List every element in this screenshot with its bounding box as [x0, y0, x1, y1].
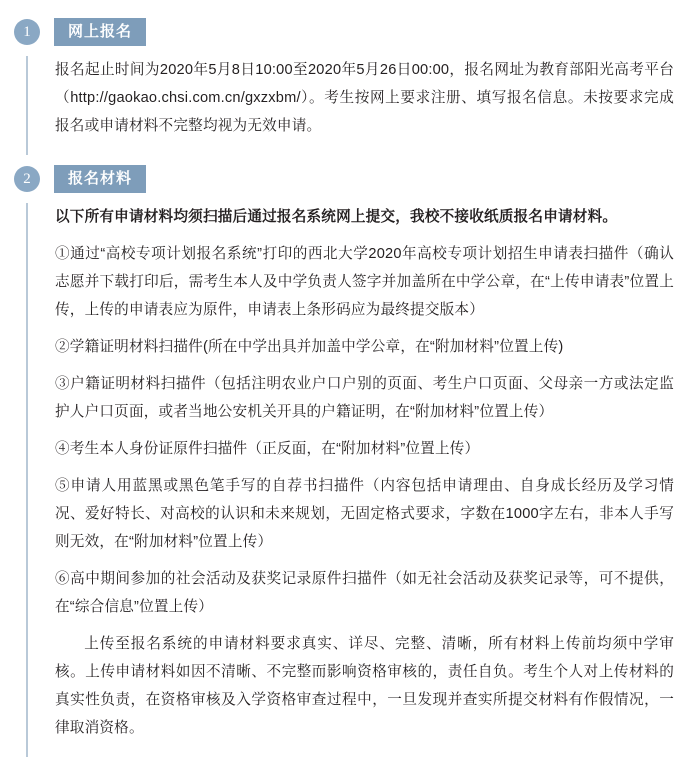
section-spacer — [14, 155, 674, 161]
section-1-header — [14, 16, 674, 48]
paragraph-closing-note: 上传至报名系统的申请材料要求真实、详尽、完整、清晰，所有材料上传前均须中学审核。上传申请材料如因不清晰、不完整而影响资格审核的，责任自负。考生个人对上传材料的真实性负责，在资格审核及入学资格审查过程中，一旦发现并查实所提交材料有作假情况，一律取消资格。 — [55, 636, 674, 736]
section-online-registration — [14, 16, 674, 155]
section-application-materials — [14, 163, 674, 757]
section-2-header — [14, 163, 674, 195]
section-2-body — [26, 203, 674, 757]
paragraph: 报名起止时间为2020年5月8日10:00至2020年5月26日00:00，报名网址为教育部阳光高考平台（http://gaokao.chsi.com.cn/gxzxbm/）。考生按网上要求注册、填写报名信息。未按要求完成报名或申请材料不完整均视为无效申请。 — [55, 62, 674, 134]
paragraph-notice-bold: 以下所有申请材料均须扫描后通过报名系统网上提交，我校不接收纸质报名申请材料。 — [55, 209, 618, 225]
paragraph-item-3: ③户籍证明材料扫描件（包括注明农业户口户别的页面、考生户口页面、父母亲一方或法定监护人户口页面，或者当地公安机关开具的户籍证明，在“附加材料”位置上传） — [55, 376, 674, 420]
paragraph-item-6: ⑥高中期间参加的社会活动及获奖记录原件扫描件（如无社会活动及获奖记录等，可不提供，在“综合信息”位置上传） — [55, 571, 674, 615]
section-2-number-badge: 2 — [14, 166, 40, 192]
paragraph-item-2: ②学籍证明材料扫描件(所在中学出具并加盖中学公章，在“附加材料”位置上传) — [55, 339, 564, 355]
section-1-body — [26, 56, 674, 155]
paragraph-item-5: ⑤申请人用蓝黑或黑色笔手写的自荐书扫描件（内容包括申请理由、自身成长经历及学习情况、爱好特长、对高校的认识和未来规划，无固定格式要求，字数在1000字左右，非本人手写则无效，在“附加材料”位置上传） — [55, 478, 674, 550]
paragraph-item-1: ①通过“高校专项计划报名系统”打印的西北大学2020年高校专项计划招生申请表扫描件（确认志愿并下载打印后，需考生本人及中学负责人签字并加盖所在中学公章，在“上传申请表”位置上传，上传的申请表应为原件，申请表上条形码应为最终提交版本） — [55, 246, 674, 318]
paragraph-item-4: ④考生本人身份证原件扫描件（正反面，在“附加材料”位置上传） — [55, 441, 480, 457]
section-1-number-badge: 1 — [14, 19, 40, 45]
section-2-title: 报名材料 — [54, 165, 146, 194]
section-1-title: 网上报名 — [54, 18, 146, 47]
